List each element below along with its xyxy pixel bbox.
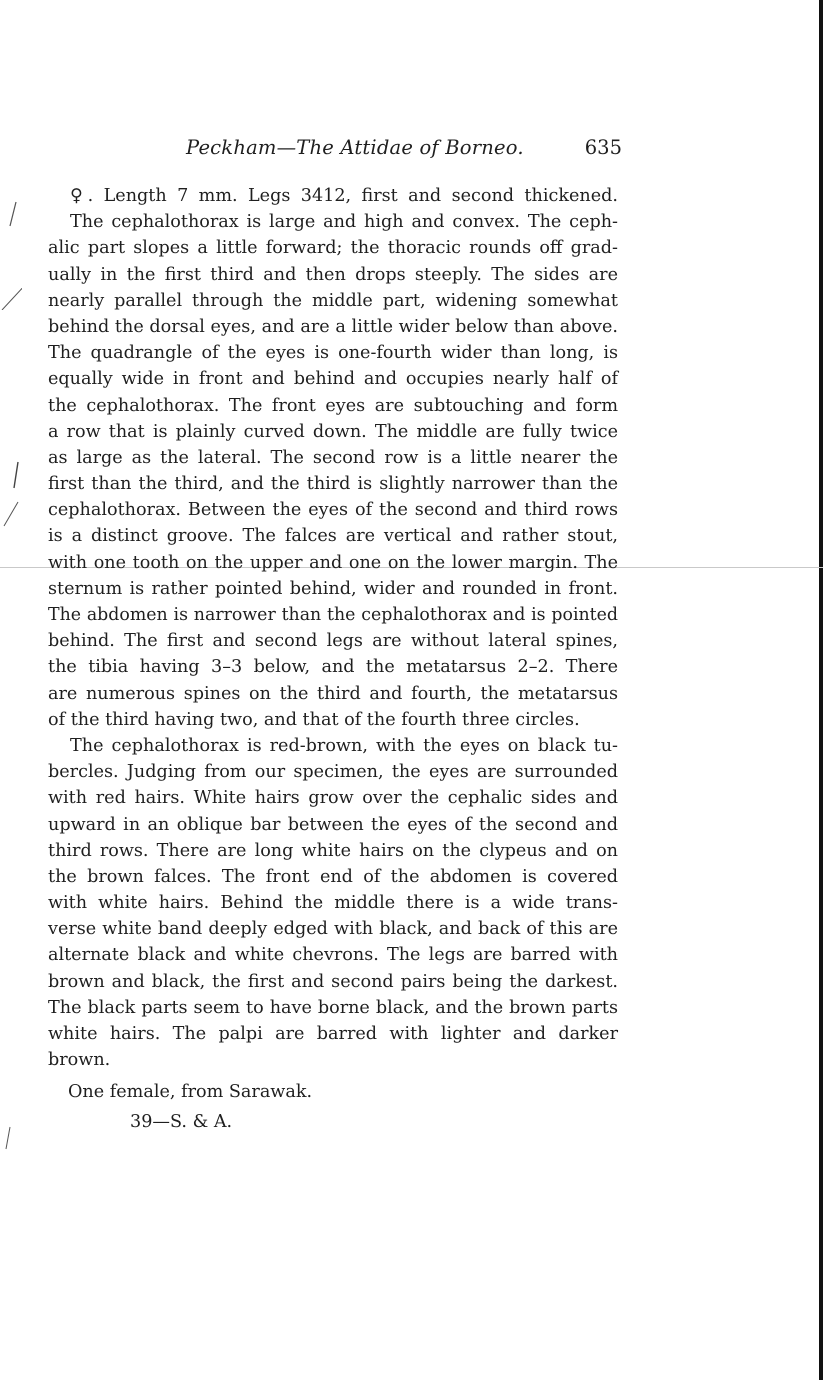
text-line: cephalothorax. Between the eyes of the second and third rows [48,500,618,521]
text-line: ♀. Length 7 mm. Legs 3412, first and second thickened. [70,186,618,206]
margin-mark-icon [0,460,22,490]
text-line: alic part slopes a little forward; the thoracic rounds off grad- [48,238,618,259]
text-line: The black parts seem to have borne black, and the brown parts [48,997,618,1018]
text-line: with white hairs. Behind the middle there is a wide trans- [48,893,618,914]
locality-line: One female, from Sarawak. [68,1082,313,1102]
text-line: the cephalothorax. The front eyes are subtouching and form [48,395,618,416]
text-line: the tibia having 3–3 below, and the metatarsus 2–2. There [48,657,618,678]
text-line: white hairs. The palpi are barred with lighter and darker [48,1024,618,1044]
text-line: first than the third, and the third is slightly narrower than the [48,474,618,495]
body-text [48,183,618,1073]
text-line: The cephalothorax is large and high and convex. The ceph- [70,212,618,233]
page-edge [819,0,823,1380]
text-line: with one tooth on the upper and one on the lower margin. The [48,552,618,573]
specimen-note [68,1077,312,1137]
paragraph-description [48,183,618,733]
text-line: brown and black, the first and second pairs being the darkest. [48,971,618,992]
text-line: verse white band deeply edged with black, and back of this are [48,919,618,940]
text-line: the brown falces. The front end of the abdomen is covered [48,866,618,887]
text-line: a row that is plainly curved down. The middle are fully twice [48,421,618,442]
page-header [48,136,628,166]
text-line: as large as the lateral. The second row is a little nearer the [48,447,618,468]
text-line: is a distinct groove. The falces are vertical and rather stout, [48,526,618,547]
margin-mark-icon [0,200,22,230]
margin-mark-icon [0,1125,22,1155]
text-line: nearly parallel through the middle part, widening somewhat [48,290,618,311]
text-line: bercles. Judging from our specimen, the eyes are surrounded [48,762,618,783]
text-line: of the third having two, and that of the fourth three circles. [48,709,580,730]
text-line: upward in an oblique bar between the eyes of the second and [48,814,618,835]
text-line: third rows. There are long white hairs on the clypeus and on [48,840,618,861]
text-line: sternum is rather pointed behind, wider and rounded in front. [48,578,618,599]
text-line: with red hairs. White hairs grow over the cephalic sides and [48,788,618,809]
paragraph-coloration [48,733,618,1073]
text-line: The quadrangle of the eyes is one-fourth wider than long, is [48,343,618,364]
text-line: behind the dorsal eyes, and are a little wider below than above. [48,316,618,337]
text-line: alternate black and white chevrons. The legs are barred with [48,945,618,966]
margin-mark-icon [0,280,22,310]
text-line: The abdomen is narrower than the cephalothorax and is pointed [48,605,618,625]
margin-mark-icon [0,500,22,530]
text-line: ually in the first third and then drops steeply. The sides are [48,264,618,285]
text-line: equally wide in front and behind and occupies nearly half of [48,369,618,390]
page-number: 635 [584,136,622,159]
text-line: brown. [48,1050,111,1071]
reference-line: 39—S. & A. [130,1112,233,1132]
text-line: The cephalothorax is red-brown, with the eyes on black tu- [70,735,618,756]
running-head: Peckham—The Attidae of Borneo. [186,136,524,159]
text-line: behind. The first and second legs are without lateral spines, [48,631,618,652]
text-line: are numerous spines on the third and fourth, the metatarsus [48,683,618,704]
